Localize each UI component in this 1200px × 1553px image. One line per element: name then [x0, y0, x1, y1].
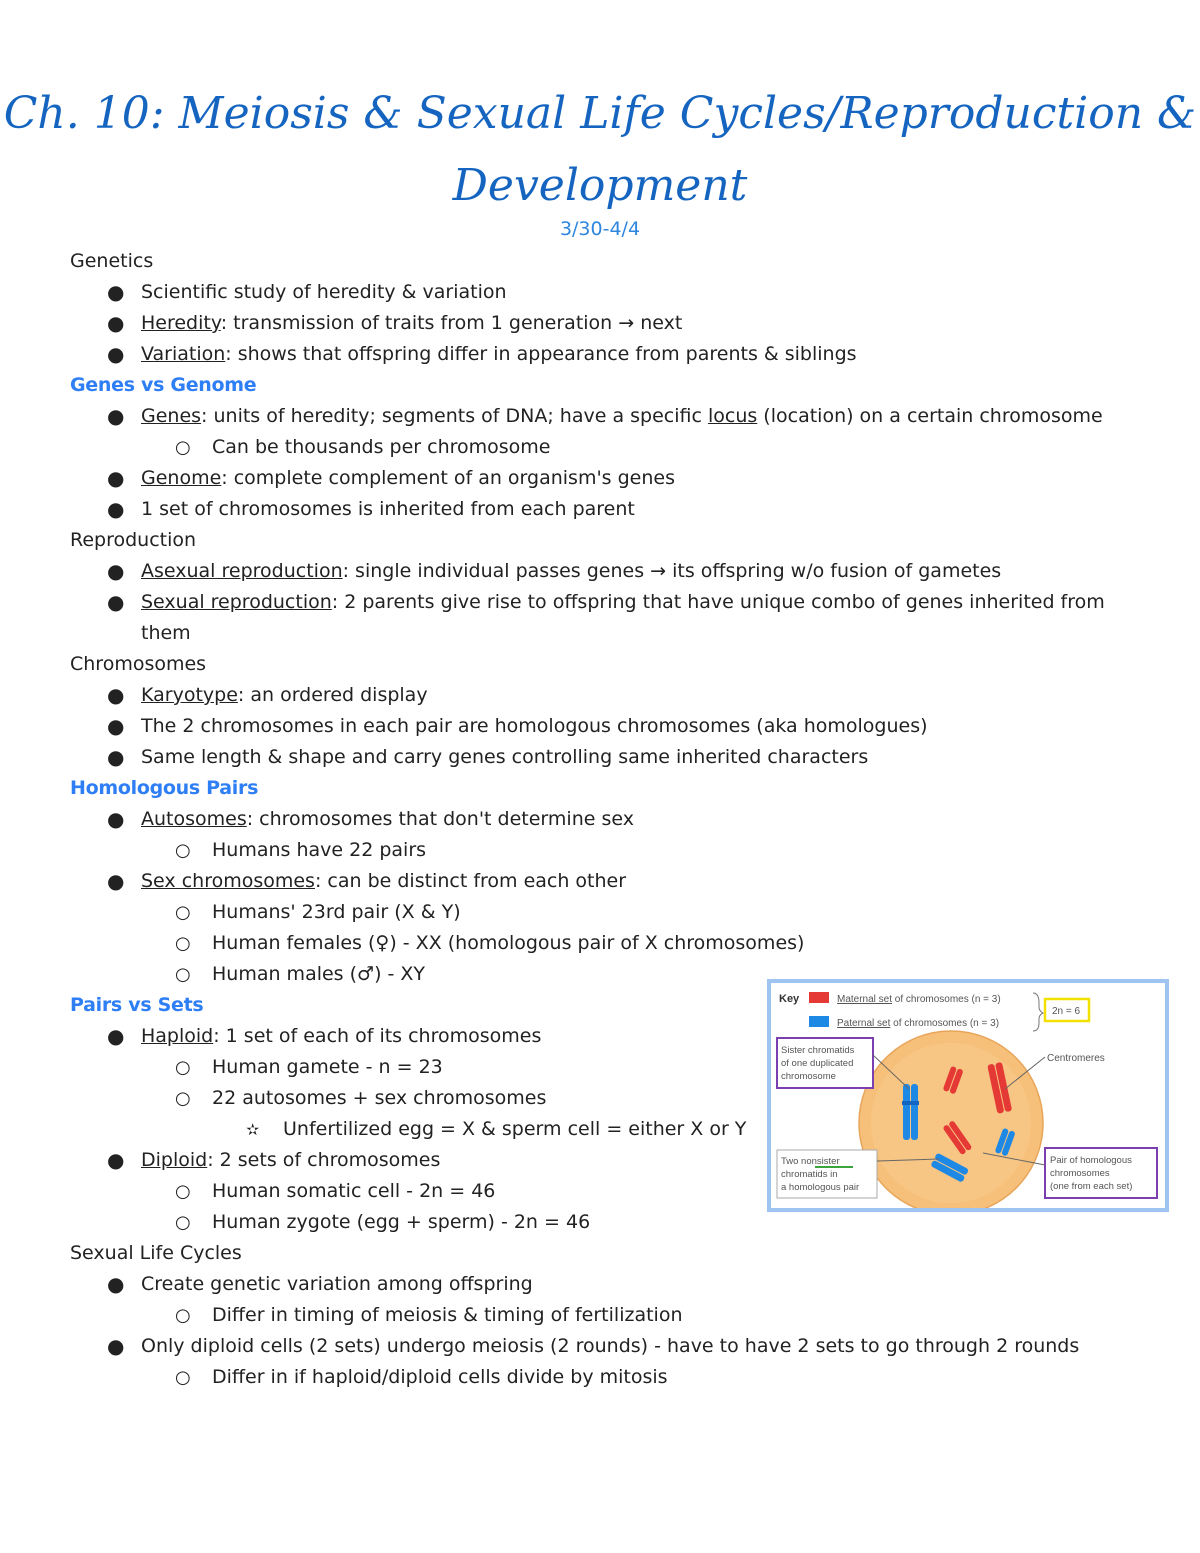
bullet-icon: ●	[107, 745, 125, 769]
title-line-2: Development	[452, 160, 748, 211]
circle-bullet-icon: ○	[175, 1181, 191, 1202]
list-item: ○ Differ in if haploid/diploid cells divide by mitosis	[70, 1362, 1130, 1393]
list-item: ○ Human gamete - n = 23	[70, 1052, 1130, 1083]
term: Haploid	[141, 1025, 214, 1047]
list-item: ● Create genetic variation among offspring	[70, 1269, 1130, 1300]
pair-line-2: chromosomes	[1050, 1168, 1110, 1179]
list-item: ● 1 set of chromosomes is inherited from each parent	[70, 494, 1130, 525]
circle-bullet-icon: ○	[175, 1088, 191, 1109]
list-item: ● The 2 chromosomes in each pair are homologous chromosomes (aka homologues)	[70, 711, 1130, 742]
bullet-icon: ●	[107, 869, 125, 893]
paternal-label: Paternal set of chromosomes (n = 3)	[837, 1018, 1000, 1029]
nonsister-line-3: a homologous pair	[781, 1182, 860, 1193]
list-item: ○ Human females (♀) - XX (homologous pair of X chromosomes)	[70, 928, 1130, 959]
term: locus	[707, 405, 758, 427]
term: Genome	[141, 467, 222, 489]
term: Karyotype	[141, 684, 238, 706]
list-item: ● Same length & shape and carry genes controlling same inherited characters	[70, 742, 1130, 773]
bullet-icon: ●	[107, 404, 125, 428]
pair-line-3: (one from each set)	[1050, 1181, 1133, 1192]
date-range: 3/30-4/4	[559, 218, 641, 240]
list-item: ○ Can be thousands per chromosome	[70, 432, 1130, 463]
list-item: ● Asexual reproduction: single individual passes genes → its offspring w/o fusion of gametes	[70, 556, 1130, 587]
nonsister-line-1: Two nonsister	[781, 1156, 840, 1167]
list-item: ● Scientific study of heredity & variation	[70, 277, 1130, 308]
bullet-icon: ●	[107, 559, 125, 583]
sister-line-3: chromosome	[781, 1071, 836, 1082]
sister-line-1: Sister chromatids	[781, 1045, 855, 1056]
bullet-icon: ●	[107, 714, 125, 738]
term: Heredity	[141, 312, 221, 334]
term: Asexual reproduction	[141, 560, 343, 582]
bullet-icon: ●	[107, 342, 125, 366]
pair-line-1: Pair of homologous	[1050, 1155, 1132, 1166]
paternal-swatch	[809, 1016, 829, 1027]
bullet-icon: ●	[107, 590, 125, 614]
list-item: ● Sex chromosomes: can be distinct from each other	[70, 866, 1130, 897]
term: Variation	[141, 343, 226, 365]
heading-pairs-vs-sets: Pairs vs Sets	[70, 994, 204, 1016]
notes-body	[70, 246, 1133, 1393]
maternal-label: Maternal set of chromosomes (n = 3)	[837, 994, 1001, 1005]
list-item: ○ Humans have 22 pairs	[70, 835, 1130, 866]
list-item: ● Haploid: 1 set of each of its chromosomes	[70, 1021, 1130, 1052]
list-item: ○ Human zygote (egg + sperm) - 2n = 46	[70, 1207, 1130, 1238]
circle-bullet-icon: ○	[175, 964, 191, 985]
bullet-icon: ●	[107, 807, 125, 831]
heading-genes-vs-genome: Genes vs Genome	[70, 374, 257, 396]
circle-bullet-icon: ○	[175, 933, 191, 954]
list-item: ○ 22 autosomes + sex chromosomes	[70, 1083, 1130, 1114]
circle-bullet-icon: ○	[175, 437, 191, 458]
heading-sexual-life-cycles: Sexual Life Cycles	[70, 1242, 242, 1264]
centromeres-label: Centromeres	[1047, 1053, 1105, 1064]
homologous-chromosomes-figure	[767, 979, 1169, 1212]
term: Diploid	[141, 1149, 208, 1171]
heading-reproduction: Reproduction	[70, 529, 197, 551]
list-item: ○ Human males (♂) - XY	[70, 959, 1130, 990]
heading-homologous-pairs: Homologous Pairs	[70, 777, 259, 799]
bullet-icon: ●	[107, 311, 125, 335]
heading-chromosomes: Chromosomes	[70, 653, 207, 675]
page-title	[0, 78, 1200, 222]
bullet-icon: ●	[107, 1148, 125, 1172]
list-item: ○ Human somatic cell - 2n = 46	[70, 1176, 1130, 1207]
key-label: Key	[779, 993, 800, 1005]
nonsister-line-2: chromatids in	[781, 1169, 838, 1180]
term: Genes	[141, 405, 202, 427]
list-item: ● Sexual reproduction: 2 parents give rise to offspring that have unique combo of genes inherited from them	[70, 587, 1130, 649]
bullet-icon: ●	[107, 1024, 125, 1048]
bullet-icon: ●	[107, 1272, 125, 1296]
circle-bullet-icon: ○	[175, 902, 191, 923]
list-item: ● Genes: units of heredity; segments of DNA; have a specific locus (location) on a certain chromosome	[70, 401, 1130, 432]
list-item: ● Diploid: 2 sets of chromosomes	[70, 1145, 1130, 1176]
star-bullet-icon: ✫	[246, 1120, 260, 1139]
list-item: ● Only diploid cells (2 sets) undergo meiosis (2 rounds) - have to have 2 sets to go through 2 rounds	[70, 1331, 1130, 1362]
bullet-icon: ●	[107, 497, 125, 521]
sister-line-2: of one duplicated	[781, 1058, 854, 1069]
two-n-label: 2n = 6	[1052, 1006, 1081, 1017]
circle-bullet-icon: ○	[175, 1305, 191, 1326]
circle-bullet-icon: ○	[175, 1057, 191, 1078]
list-item: ● Autosomes: chromosomes that don't determine sex	[70, 804, 1130, 835]
list-item: ○ Differ in timing of meiosis & timing of fertilization	[70, 1300, 1130, 1331]
term: Sex chromosomes	[141, 870, 315, 892]
bullet-icon: ●	[107, 466, 125, 490]
list-item: ● Heredity: transmission of traits from 1 generation → next	[70, 308, 1130, 339]
bullet-icon: ●	[107, 683, 125, 707]
list-item: ✫ Unfertilized egg = X & sperm cell = either X or Y	[70, 1114, 1130, 1145]
maternal-swatch	[809, 992, 829, 1003]
circle-bullet-icon: ○	[175, 840, 191, 861]
list-item: ○ Humans' 23rd pair (X & Y)	[70, 897, 1130, 928]
title-line-1: Ch. 10: Meiosis & Sexual Life Cycles/Reproduction &	[3, 88, 1197, 139]
heading-genetics: Genetics	[70, 250, 154, 272]
circle-bullet-icon: ○	[175, 1367, 191, 1388]
circle-bullet-icon: ○	[175, 1212, 191, 1233]
term: Sexual reproduction	[141, 591, 332, 613]
list-item: ● Variation: shows that offspring differ in appearance from parents & siblings	[70, 339, 1130, 370]
bullet-icon: ●	[107, 280, 125, 304]
term: Autosomes	[141, 808, 247, 830]
list-item: ● Genome: complete complement of an organism's genes	[70, 463, 1130, 494]
list-item: ● Karyotype: an ordered display	[70, 680, 1130, 711]
bullet-icon: ●	[107, 1334, 125, 1358]
